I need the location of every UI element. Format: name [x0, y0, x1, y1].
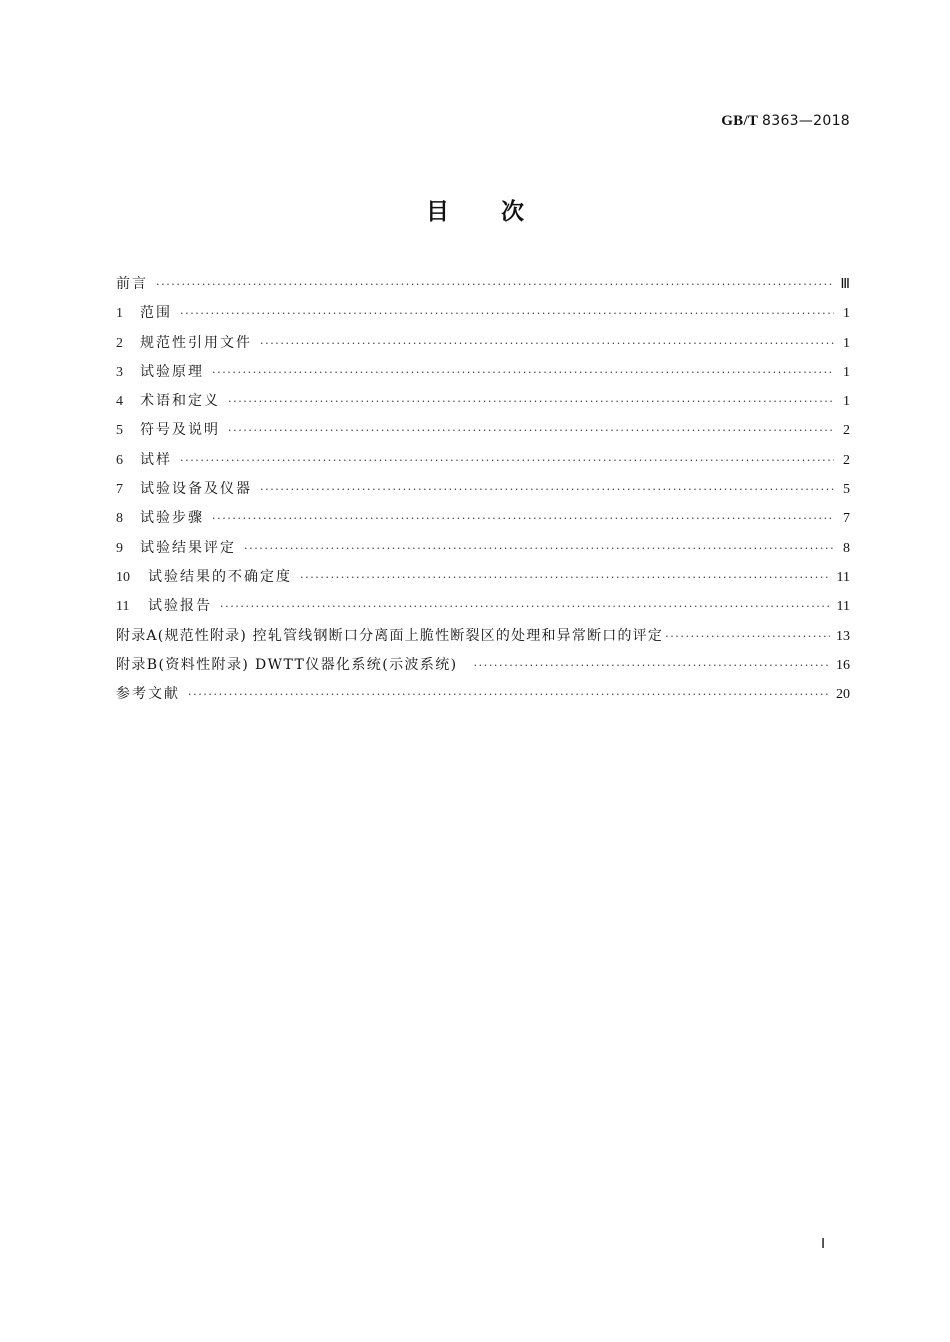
toc-entry-9[interactable] [116, 534, 850, 563]
page-number: Ⅰ [821, 1237, 826, 1252]
toc-entry-appendix-b[interactable] [116, 651, 850, 680]
toc-entry-label: 试验步骤 [140, 510, 204, 527]
toc-entry-page: 1 [843, 394, 850, 410]
toc-entry-number: 9 [116, 540, 123, 556]
toc-entry-2[interactable] [116, 329, 850, 358]
toc-entry-number: 8 [116, 511, 123, 527]
toc-entry-page: 7 [843, 511, 850, 527]
toc-entry-7[interactable] [116, 475, 850, 504]
toc-entry-5[interactable] [116, 416, 850, 445]
toc-entry-number: 11 [116, 599, 130, 615]
standard-number: 8363—2018 [762, 113, 850, 129]
toc-entry-label: 符号及说明 [140, 422, 220, 439]
toc-leader-dots [244, 534, 834, 563]
toc-entry-label: 试验报告 [148, 598, 212, 615]
toc-entry-label: 规范性引用文件 [140, 334, 252, 351]
toc-entry-6[interactable] [116, 446, 850, 475]
toc-entry-page: 1 [843, 306, 850, 322]
toc-entry-number: 4 [116, 394, 123, 410]
toc-entry-8[interactable] [116, 504, 850, 533]
toc-leader-dots [228, 387, 834, 416]
toc-entry-number: 10 [116, 569, 130, 585]
toc-entry-page: 2 [843, 423, 850, 439]
toc-entry-appendix-a[interactable] [116, 622, 850, 651]
toc-entry-label: 试样 [140, 451, 172, 468]
toc-entry-page: 2 [843, 452, 850, 468]
standard-prefix: GB/T [721, 113, 758, 129]
standard-code [721, 113, 850, 130]
toc-leader-dots [188, 680, 830, 709]
toc-entry-label: 参考文献 [116, 686, 180, 703]
toc-entry-page: 11 [836, 599, 850, 615]
toc-entry-10[interactable] [116, 563, 850, 592]
toc-entry-number: 5 [116, 423, 123, 439]
toc-leader-dots [212, 358, 834, 387]
toc-entry-page: Ⅲ [840, 277, 850, 292]
toc-leader-dots [180, 299, 834, 328]
toc-leader-dots [220, 592, 831, 621]
table-of-contents [116, 270, 850, 709]
toc-leader-dots [665, 622, 830, 651]
toc-entry-3[interactable] [116, 358, 850, 387]
toc-title [0, 193, 950, 226]
toc-entry-number: 6 [116, 452, 123, 468]
toc-entry-label: 试验结果的不确定度 [148, 568, 292, 585]
toc-entry-4[interactable] [116, 387, 850, 416]
toc-entry-11[interactable] [116, 592, 850, 621]
toc-entry-page: 11 [836, 569, 850, 585]
toc-leader-dots [260, 475, 834, 504]
toc-entry-number: 1 [116, 306, 123, 322]
toc-leader-dots [156, 270, 834, 299]
toc-entry-page: 1 [843, 364, 850, 380]
toc-entry-label: 附录B(资料性附录) DWTT仪器化系统(示波系统) [116, 656, 458, 673]
toc-entry-number: 7 [116, 482, 123, 498]
toc-leader-dots [228, 416, 834, 445]
toc-entry-label: 术语和定义 [140, 393, 220, 410]
toc-entry-page: 16 [836, 657, 850, 673]
toc-entry-1[interactable] [116, 299, 850, 328]
toc-entry-foreword[interactable] [116, 270, 850, 299]
toc-entry-number: 2 [116, 335, 123, 351]
toc-entry-page: 20 [836, 687, 850, 703]
toc-leader-dots [474, 651, 830, 680]
toc-leader-dots [180, 446, 834, 475]
toc-title-char-2: 次 [501, 199, 524, 225]
toc-entry-label: 试验设备及仪器 [140, 481, 252, 498]
toc-entry-page: 1 [843, 335, 850, 351]
toc-leader-dots [300, 563, 831, 592]
toc-entry-page: 13 [836, 628, 850, 644]
toc-entry-number: 3 [116, 364, 123, 380]
toc-entry-references[interactable] [116, 680, 850, 709]
toc-leader-dots [260, 329, 834, 358]
toc-entry-page: 5 [843, 482, 850, 498]
toc-entry-label: 范围 [140, 305, 172, 322]
toc-entry-label: 附录A(规范性附录) 控轧管线钢断口分离面上脆性断裂区的处理和异常断口的评定 [116, 627, 664, 644]
toc-entry-label: 前言 [116, 276, 148, 292]
toc-leader-dots [212, 504, 834, 533]
toc-entry-page: 8 [843, 540, 850, 556]
toc-entry-label: 试验原理 [140, 363, 204, 380]
toc-title-char-1: 目 [426, 199, 449, 225]
toc-entry-label: 试验结果评定 [140, 539, 236, 556]
